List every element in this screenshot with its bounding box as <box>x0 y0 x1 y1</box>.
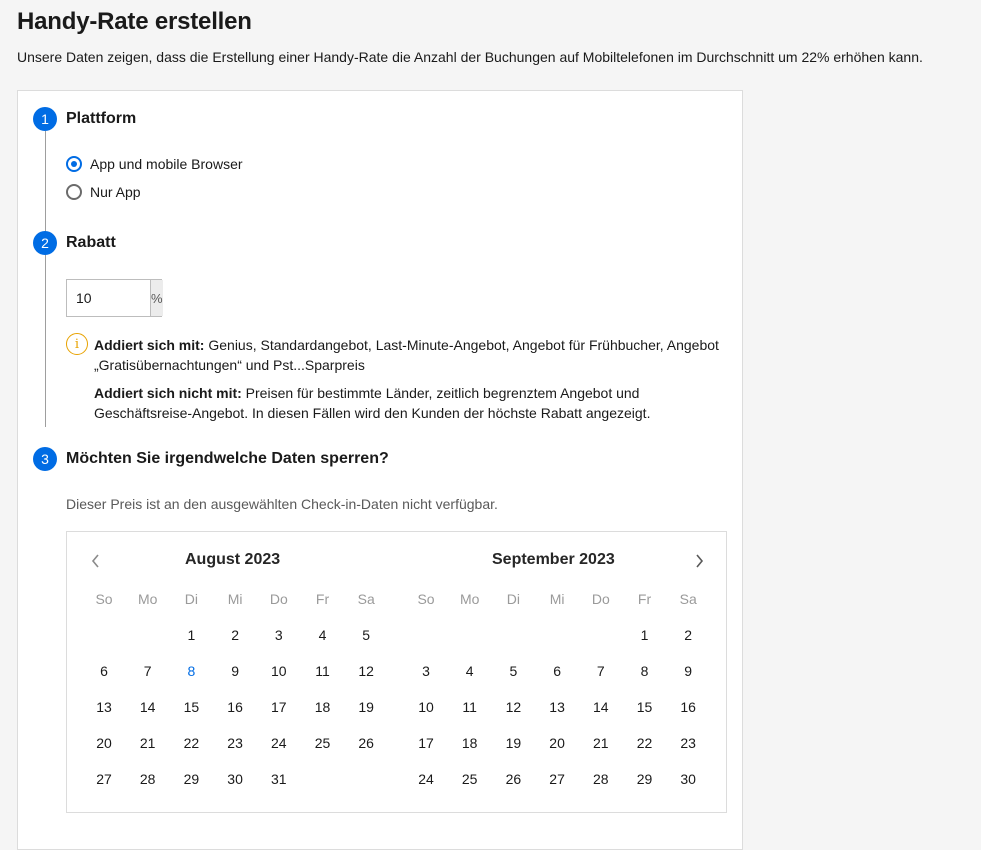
calendar-day[interactable]: 28 <box>139 771 156 787</box>
calendar-day[interactable]: 18 <box>461 735 478 751</box>
calendar-day[interactable]: 21 <box>593 735 609 751</box>
month-title-august: August 2023 <box>185 551 281 568</box>
weekday-label: Fr <box>637 591 652 607</box>
radio-button-checked[interactable] <box>66 156 82 172</box>
calendar-day[interactable]: 13 <box>96 699 112 715</box>
step-connector-line <box>45 131 46 427</box>
calendar-day[interactable]: 20 <box>96 735 112 751</box>
not-combines-with-label: Addiert sich nicht mit: <box>94 385 242 401</box>
calendar-day[interactable]: 25 <box>314 735 331 751</box>
weekday-label: So <box>95 591 113 607</box>
chevron-right-icon <box>694 554 704 568</box>
next-month-button[interactable] <box>687 549 711 573</box>
calendar-day[interactable]: 11 <box>462 699 477 715</box>
calendar-day[interactable]: 4 <box>318 627 327 643</box>
weekday-label: So <box>417 591 435 607</box>
weekday-label: Sa <box>357 591 375 607</box>
step-3-title: Möchten Sie irgendwelche Daten sperren? <box>66 450 389 467</box>
calendar-day[interactable]: 26 <box>505 771 522 787</box>
calendar-day[interactable]: 12 <box>358 663 374 679</box>
calendar-day[interactable]: 7 <box>143 663 152 679</box>
weekday-label: Mi <box>549 591 565 607</box>
step-2-badge: 2 <box>33 231 57 255</box>
calendar-day[interactable]: 14 <box>139 699 156 715</box>
calendar-day[interactable]: 24 <box>271 735 287 751</box>
calendar-day[interactable]: 26 <box>358 735 374 751</box>
calendar-day[interactable]: 11 <box>315 663 330 679</box>
calendar-day[interactable]: 8 <box>187 663 196 679</box>
step-2-title: Rabatt <box>66 234 116 251</box>
weekday-label: Sa <box>679 591 697 607</box>
combines-with-list: Genius, Standardangebot, Last-Minute-Angebot, Angebot für Frühbucher, Angebot „Gratisübernachtungen“ und Pst...Sparpreis <box>94 337 719 373</box>
calendar-day[interactable]: 22 <box>183 735 200 751</box>
weekday-label: Do <box>269 591 288 607</box>
previous-month-button[interactable] <box>84 549 108 573</box>
calendar-day[interactable]: 9 <box>684 663 693 679</box>
platform-option-label: Nur App <box>90 184 141 200</box>
calendar-day[interactable]: 28 <box>593 771 609 787</box>
calendar-day[interactable]: 14 <box>593 699 609 715</box>
calendar-day[interactable]: 27 <box>549 771 565 787</box>
step-1-title: Plattform <box>66 110 137 127</box>
calendar-day[interactable]: 25 <box>461 771 478 787</box>
calendar-day[interactable]: 31 <box>271 771 287 787</box>
calendar-day[interactable]: 17 <box>271 699 287 715</box>
weekday-label: Di <box>506 591 520 607</box>
month-title-september: September 2023 <box>492 551 615 568</box>
calendar-day[interactable]: 16 <box>680 699 696 715</box>
page-subtitle: Unsere Daten zeigen, dass die Erstellung einer Handy-Rate die Anzahl der Buchungen auf Mobiltelefonen im Durchschnitt um 22% erhöhen kann. <box>17 49 923 65</box>
calendar-day[interactable]: 3 <box>422 663 430 679</box>
calendar-day[interactable]: 1 <box>640 627 649 643</box>
date-picker-calendar <box>66 531 727 813</box>
page-title: Handy-Rate erstellen <box>17 8 252 35</box>
calendar-day[interactable]: 17 <box>418 735 434 751</box>
combines-with-label: Addiert sich mit: <box>94 337 205 353</box>
calendar-day[interactable]: 21 <box>139 735 156 751</box>
discount-field <box>66 279 162 317</box>
calendar-day[interactable]: 6 <box>100 663 108 679</box>
calendar-day[interactable]: 16 <box>227 699 243 715</box>
calendar-day[interactable]: 24 <box>418 771 434 787</box>
discount-unit: % <box>150 280 163 316</box>
calendar-day[interactable]: 23 <box>680 735 696 751</box>
weekday-label: Mi <box>227 591 243 607</box>
calendar-day[interactable]: 10 <box>271 663 287 679</box>
calendar-day[interactable]: 29 <box>636 771 653 787</box>
calendar-day[interactable]: 30 <box>227 771 243 787</box>
calendar-day[interactable]: 29 <box>183 771 200 787</box>
combines-with-text <box>94 335 724 375</box>
calendar-day[interactable]: 9 <box>231 663 239 679</box>
step-1-badge: 1 <box>33 107 57 131</box>
weekday-label: Fr <box>315 591 330 607</box>
calendar-day[interactable]: 2 <box>231 627 239 643</box>
platform-option-app-only[interactable] <box>66 184 141 200</box>
calendar-day[interactable]: 15 <box>636 699 653 715</box>
info-icon: i <box>66 333 88 355</box>
calendar-day[interactable]: 4 <box>465 663 474 679</box>
calendar-day[interactable]: 19 <box>505 735 522 751</box>
calendar-day[interactable]: 1 <box>187 627 196 643</box>
not-combines-with-text <box>94 383 724 423</box>
not-combines-with-list: Preisen für bestimmte Länder, zeitlich begrenztem Angebot und Geschäftsreise-Angebot. In diesen Fällen wird den Kunden der höchste Rabatt angezeigt. <box>94 385 651 421</box>
calendar-day[interactable]: 19 <box>358 699 374 715</box>
calendar-day[interactable]: 22 <box>636 735 653 751</box>
platform-option-label: App und mobile Browser <box>90 156 243 172</box>
calendar-day[interactable]: 5 <box>509 663 518 679</box>
calendar-day[interactable]: 27 <box>96 771 112 787</box>
calendar-day[interactable]: 15 <box>183 699 200 715</box>
calendar-day[interactable]: 7 <box>596 663 605 679</box>
calendar-day[interactable]: 20 <box>549 735 565 751</box>
weekday-label: Di <box>184 591 198 607</box>
calendar-day[interactable]: 8 <box>640 663 649 679</box>
calendar-day[interactable]: 2 <box>684 627 693 643</box>
weekday-label: Mo <box>137 591 158 607</box>
calendar-day[interactable]: 10 <box>418 699 434 715</box>
calendar-day[interactable]: 30 <box>680 771 696 787</box>
calendar-day[interactable]: 23 <box>227 735 243 751</box>
discount-input[interactable] <box>67 280 150 316</box>
weekday-label: Mo <box>459 591 480 607</box>
calendar-day[interactable]: 13 <box>549 699 565 715</box>
radio-button[interactable] <box>66 184 82 200</box>
platform-option-app-and-browser[interactable] <box>66 156 243 172</box>
calendar-day[interactable]: 5 <box>362 627 371 643</box>
weekday-label: Do <box>591 591 610 607</box>
calendar-day[interactable]: 18 <box>314 699 331 715</box>
calendar-day[interactable]: 6 <box>553 663 561 679</box>
calendar-day[interactable]: 12 <box>505 699 522 715</box>
calendar-day[interactable]: 3 <box>274 627 283 643</box>
step-3-badge: 3 <box>33 447 57 471</box>
block-dates-hint: Dieser Preis ist an den ausgewählten Check-in-Daten nicht verfügbar. <box>66 496 498 512</box>
chevron-left-icon <box>91 554 101 568</box>
